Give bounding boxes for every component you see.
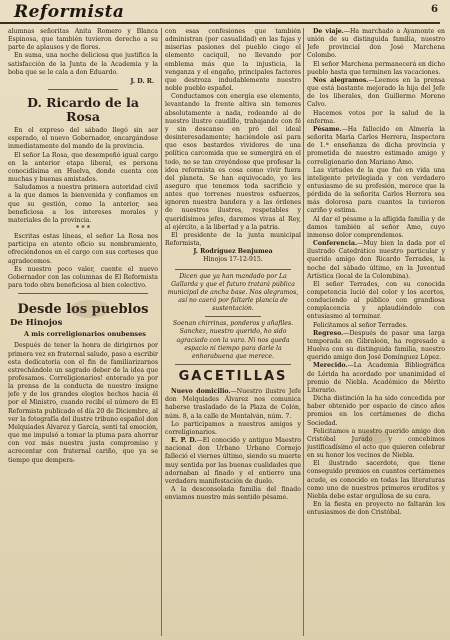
- paper-stain: [70, 300, 110, 318]
- news-text: A la desconsolada familia del finado enviamos nuestro más sentido pésame.: [165, 485, 301, 502]
- column-left: [8, 28, 158, 638]
- paper-stain: [360, 430, 390, 444]
- subheading-correligionarios: A mis correligionarios onubenses: [24, 330, 146, 339]
- news-text: Al dar el pésame a la afligida familia y de damos también al señor Amo, cuyo inmenso dolor comprendemos.: [307, 215, 445, 239]
- article-text: Conductamos con energía ese elemento, levantando la frente altiva sin temores absolutamente a nada, rodeando al de nuestro ilustre caudillo, trabajando con fé y sin descanso en pró del ideal desinteresadamente; haciéndole así para que esos bastardos vividores de una política carcomida que se sumergirá en el todo, no se tan creyéndose que profesar la idea reformista es cosa como vivir fuera del planeta. Se han equivocado, yo les aseguro que tenemos toda sacrificio y antes que torrenes nuestros esfuerzos, ignoren nuestra bandera y a las órdenes de nuestros ilustres, respetables y queridísimos jefes, daremos vivas al Rey, al ejército, a la libertad y a la patria.: [165, 93, 301, 231]
- dateline: Hinojos 17-12-915.: [203, 256, 263, 264]
- news-text: —Después de pasar una larga temporada en Gibraleón, ha regresado a Huelva con su distinguida familia, nuestro querido amigo don José Domínguez López.: [307, 329, 445, 362]
- news-text: En la fiesta en proyecto no faltarán los entusiasmos de don Cristóbal.: [307, 501, 445, 517]
- article-text: En suma, una noche deliciosa que justifica la satisfacción de la Junta de la Academia y la boba que se le cala a don Eduardo.: [8, 52, 158, 76]
- news-lead: Regreso.: [313, 329, 344, 337]
- signature: J. D. R.: [130, 77, 154, 85]
- headline-pueblos: Desde los pueblos: [17, 302, 149, 318]
- news-text: —La Academia Bibliográfica de Lérida ha acordado por unanimidad el premio de Niebla. Académico de Mérito Literario.: [307, 362, 445, 394]
- column-divider: [161, 28, 162, 636]
- news-text: El ilustrado sacerdote, que tiene conseguido premios en cuantos certámenes acude, es conocido en todas las literaturas como uno de nuestros primeros eruditos y Niebla debe estar orgullosa de su cura.: [307, 460, 445, 500]
- news-lead: Merecido.: [313, 362, 348, 370]
- news-text: El señor Marchena permanecerá en dicho pueblo hasta que terminen las vacaciones.: [307, 60, 445, 76]
- news-text: El señor Terrades, con su conocida competencia lució del color y los acertos, conduciendo al público con grandiosa complacencia y aplaudiéndolo con entusiasmo al terminar.: [307, 280, 445, 321]
- separator: [18, 293, 148, 294]
- news-text: —Ha fallecido en Almería la señorita María Carlos Herrera, Inspectora de 1.ª enseñanza de dicha provincia y prometida de nuestro estimado amigo y correligionario don Mariano Amo.: [307, 125, 445, 166]
- news-text: —Leemos en la prensa que está bastante mejorado la hija del Jefe de los liberales, don Guillermo Moreno Calvo.: [307, 76, 445, 109]
- separator: [48, 89, 118, 90]
- news-text: Hacemos votos por la salud de la enferma.: [307, 109, 445, 125]
- stars-separator: * * *: [75, 224, 90, 232]
- signature: J. Rodríguez Benjumea: [193, 248, 273, 256]
- news-text: —Nuestro ilustre Jefe don Melquiades Álvarez nos comunica haberse trasladado de la Plaza de Colón, núm. 8, a la calle de Montalván, núm. 7.: [165, 388, 301, 420]
- article-text: Después de tener la honra de dirigirnos por primera vez en fraternal saludo, paso a escribir esta dedicatoria con el fin de familiarizarnos estrechándole un sagrado deber de la idea que profesamos. Correligionarios! enterado ya por la prensa de la conducta de nuestro insigne jefe y de los grandes elogios hechos hacia él por el Ministro, cuando recibí el número de El Reformista publicado el día 20 de Diciembre, al ver la fotografía del ilustre tribuno español don Melquiades Álvarez y García, sentí tal emoción, que me impulsó a tomar la pluma para ahorrar con voz más nuestra justa compromiso y acrecentar con fraternal cariño, que ya se tiempo que dempera-: [8, 342, 158, 464]
- news-lead: E. P. D.: [171, 437, 197, 445]
- article-text: El presidente de la junta municipal Reformista,: [165, 231, 301, 248]
- article-text: Saludamos a nuestra primera autoridad civil a la que damos la bienvenida y confiamos en que su gestión, como la anterior, sea beneficiosa a los intereses morales y materiales de la provincia.: [8, 184, 158, 224]
- news-text: Dicha distinción la ha sido concedida por haber obtenido por espacio de cinco años premios en los certámenes de dicha Sociedad.: [307, 395, 445, 427]
- headline-rosa: D. Ricardo de la Rosa: [27, 95, 139, 125]
- article-text: Escritas estas líneas, el señor La Rosa nos participa en atento oficio su nombramiento, ofreciéndonos en el cargo con sus corteses que agradecemos.: [8, 233, 158, 265]
- masthead-title: Reformista: [14, 2, 125, 22]
- article-text: Es nuestro poco valer, cuente el nuevo Gobernador con las columnas de El Reformista para todo obra beneficiosa al bien colectivo.: [8, 265, 158, 290]
- article-text: con esas confesiones que también administran (por casualidad) en las fajas y miserias pasiones del pueblo ciego el elemento caciquil, no llevando por emblema más que la injusticia, la venganza y el engaño, principales factores que destroza indudablemente nuestro noble pueblo español.: [165, 28, 301, 93]
- news-lead: De viaje.: [313, 28, 344, 35]
- article-text: En el expreso del sábado llegó sin ser esperado, el nuevo Gobernador, encargándose inmediatamente del mando de la provincia.: [8, 127, 158, 151]
- article-text: alumnas señoritas Anita Romero y Blanca Espinosa, que también tuvieron derecho a su parte de aplausos y de flores.: [8, 28, 158, 52]
- news-text: —Ha marchado a Ayamonte en unión de su distinguida familia, nuestro Jefe provincial don José Marchena Colombo.: [307, 28, 445, 60]
- article-text: El señor La Rosa, que desempeñó igual cargo en la anterior etapa liberal, es persona conocidísima en Huelva, donde cuenta con muchas y buenas amistades.: [8, 151, 158, 184]
- news-lead: Pésame.: [313, 125, 342, 133]
- separator: [175, 364, 291, 365]
- news-text: Las virtudes de la que fué en vida una inteligente privilegiada y con verdadero entusiasmo de su profesión, merece que la pérdida de la señorita Carlos Herrera sea más dolorosa para cuantos la tuvieron cariño y estima.: [307, 166, 445, 215]
- page-number: 6: [431, 4, 438, 15]
- news-text: Lo participamos a nuestros amigos y correligionarios.: [165, 420, 301, 436]
- news-text: —El conocido y antiguo Maestro nacional don Urbano Urbano Cornejo falleció el viernes último, siendo su muerte muy sentida por las buenas cualidades que adornaban al finado y el entierro una verdadera manifestación de duelo.: [165, 437, 301, 485]
- masthead: [12, 2, 212, 24]
- news-text: Felicitamos al señor Terrades.: [313, 321, 408, 329]
- verse-text: Dicen que ya han mandado por La Gallarda y que el futuro tratará pública municipal de ancha base. Nos alegramos, así no caerá por faltarle plancía de sustentación.: [167, 272, 299, 313]
- subheading-hinojos: De Hinojos: [10, 318, 63, 329]
- column-middle: [165, 28, 301, 638]
- news-text: —Muy bien la dada por el ilustrado Catedrático nuestro particular y querido amigo don Ricardo Terrades, la noche del sábado último, en la Juventud Artística (local de la Colombina).: [307, 240, 445, 280]
- verse-text: Soenan chirrinas, ponderos y añafiles. Sanchez, nuestro querido, ho sido agraciado con la vara. Ni nos queda espacio ni tiempo para darle la enhorabuena que merece.: [172, 320, 294, 360]
- news-lead: Nos alegramos.: [313, 76, 369, 84]
- column-divider: [303, 28, 304, 636]
- column-right: [307, 28, 445, 638]
- separator: [205, 316, 261, 317]
- masthead-rule: [0, 22, 440, 24]
- news-text: Felicitamos a nuestro querido amigo don Cristóbal Jurado y concebimos justificadísimo el acto que quieren celebrar en su honor los vecinos de Niebla.: [307, 427, 445, 460]
- separator: [175, 269, 291, 270]
- news-lead: Nuevo domicilio.: [171, 388, 231, 396]
- news-lead: Conferencia.: [313, 240, 358, 248]
- section-title-gacetillas: GACETILLAS: [178, 369, 288, 385]
